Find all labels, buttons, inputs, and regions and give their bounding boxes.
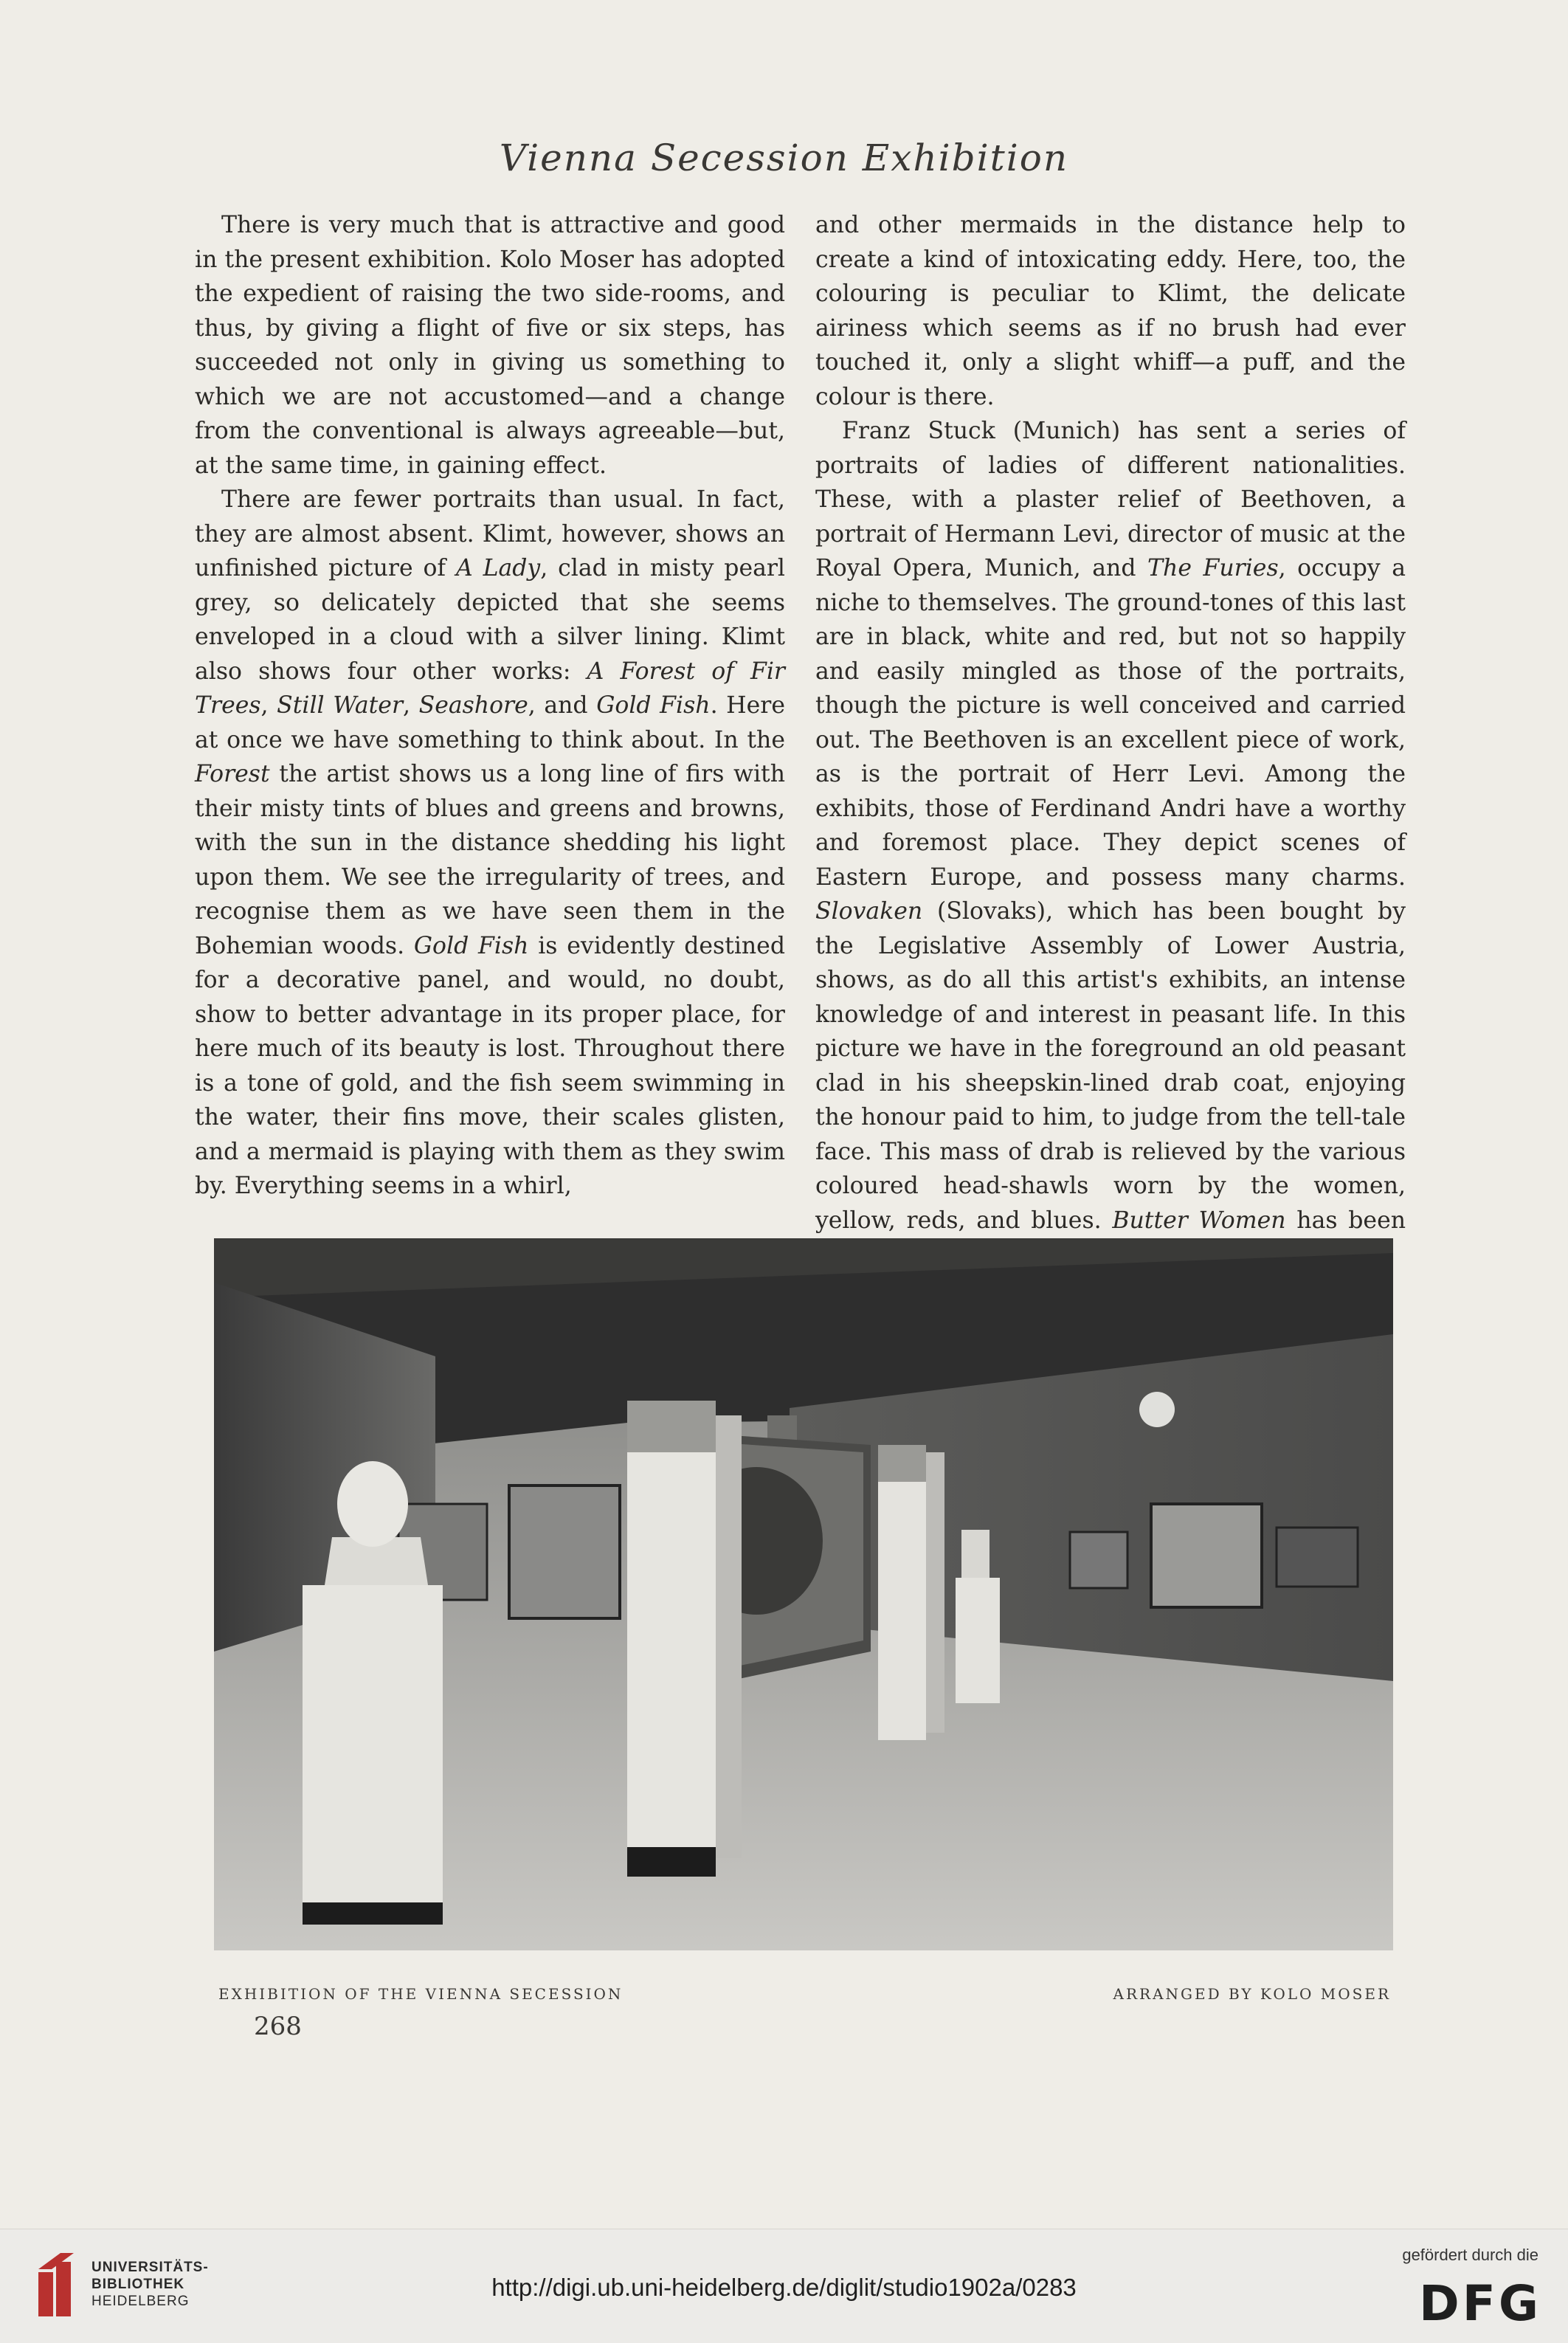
right-text-column [815, 208, 1406, 1272]
photo-caption-right: ARRANGED BY KOLO MOSER [1113, 1985, 1391, 2003]
photo-caption-left: EXHIBITION OF THE VIENNA SECESSION [218, 1985, 624, 2003]
artwork-title: Slovaken [815, 898, 923, 925]
left-text-column [195, 208, 785, 1204]
library-name: UNIVERSITÄTS- BIBLIOTHEK HEIDELBERG [91, 2260, 209, 2309]
artwork-title: A Lady [455, 555, 541, 582]
digitization-footer [0, 2229, 1568, 2343]
artwork-title: Gold Fish [413, 932, 529, 959]
paragraph: and other mermaids in the distance help to create a kind of intoxicating eddy. Here, too, the colouring is peculiar to Klimt, the delicate airiness which seems as if no brush had ever touched it, only a slight whiff—a puff, and the colour is there. [815, 212, 1406, 410]
exhibition-photograph [214, 1238, 1393, 1950]
paragraph: There is very much that is attractive and good in the present exhibition. Kolo Moser has adopted the expedient of raising the two side-rooms, and thus, by giving a flight of five or six steps, has succeeded not only in giving us something to which we are not accustomed—and a change from the conventional is always agreeable—but, at the same time, in gaining effect. [195, 212, 785, 479]
artwork-title: Forest [195, 761, 270, 787]
artwork-title: Seashore [418, 692, 528, 719]
funded-by-label: gefördert durch die [1402, 2246, 1538, 2264]
paragraph: There are fewer portraits than usual. In fact, they are almost absent. Klimt, however, shows an unfinished picture of A Lady, clad in misty pearl grey, so delicately depicted that she seems enveloped in a cloud with a silver lining. Klimt also shows four other works: A Forest of Fir Trees, Still Water, Seashore, and Gold Fish. Here at once we have something to think about. In the Forest the artist shows us a long line of firs with their misty tints of blues and greens and browns, with the sun in the distance shedding his light upon them. We see the irregularity of trees, and recognise them as we have seen them in the Bohemian woods. Gold Fish is evidently destined for a decorative panel, and would, no doubt, show to better advantage in its proper place, for here much of its beauty is lost. Throughout there is a tone of gold, and the fish seem swimming in the water, their fins move, their scales glisten, and a mermaid is playing with them as they swim by. Everything seems in a whirl, [195, 486, 786, 1199]
artwork-title: Still Water [277, 692, 403, 719]
running-header: Vienna Secession Exhibition [499, 137, 1069, 179]
artwork-title: A Forest of Fir Trees [195, 658, 785, 719]
paragraph: Franz Stuck (Munich) has sent a series of portraits of ladies of different nationalities. These, with a plaster relief of Beethoven, a portrait of Hermann Levi, director of music at the Royal Opera, Munich, and The Furies, occupy a niche to themselves. The ground-tones of this last are in black, white and red, but not so happily and easily mingled as those of the portraits, though the picture is well conceived and carried out. The Beethoven is an excellent piece of work, as is the portrait of Herr Levi. Among the exhibits, those of Ferdinand Andri have a worthy and foremost place. They depict scenes of Eastern Europe, and possess many charms. Slovaken (Slovaks), which has been bought by the Legislative Assembly of Lower Austria, shows, as do all this artist's exhibits, an intense knowledge of and interest in peasant life. In this picture we have in the foreground an old peasant clad in his sheepskin-lined drab coat, enjoying the honour paid to him, to judge from the tell-tale face. This mass of drab is relieved by the various coloured head-shawls worn by the women, yellow, reds, and blues. Butter Women has been [815, 418, 1406, 1234]
artwork-title: Butter Women [1112, 1207, 1286, 1234]
artwork-title: The Furies [1147, 555, 1279, 582]
dfg-logo: DFG [1418, 2275, 1541, 2332]
source-url-link[interactable]: http://digi.ub.uni-heidelberg.de/diglit/studio1902a/0283 [491, 2274, 1077, 2301]
page-number: 268 [254, 2012, 302, 2041]
artwork-title: Gold Fish [596, 692, 711, 719]
